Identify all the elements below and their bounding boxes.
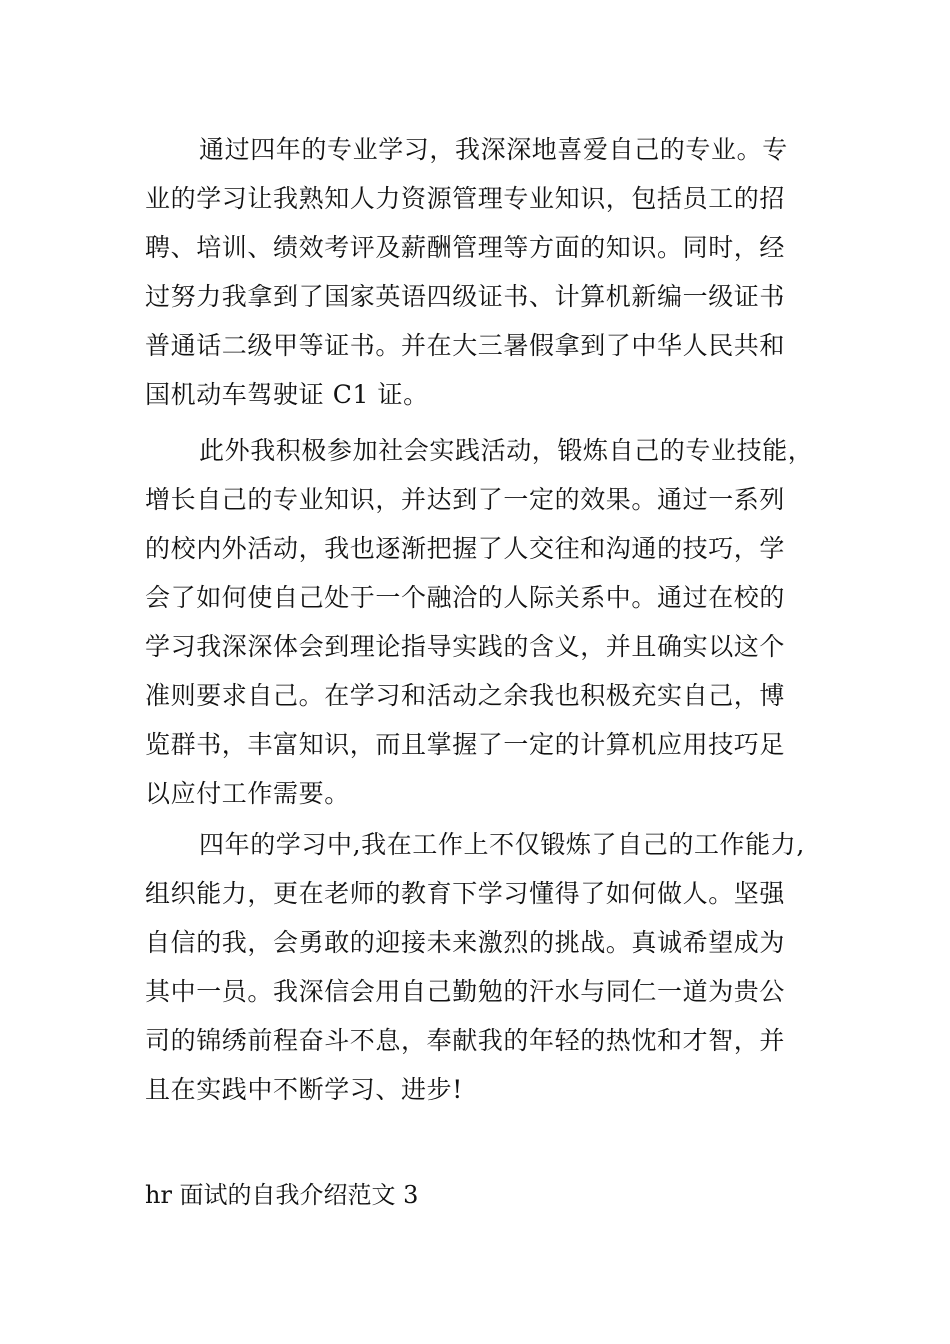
paragraph-3-line-6: 且在实践中不断学习、进步! <box>145 1075 463 1104</box>
paragraph-3-line-5: 司的锦绣前程奋斗不息，奉献我的年轻的热忱和才智，并 <box>145 1026 786 1055</box>
paragraph-2-line-4: 会了如何使自己处于一个融洽的人际关系中。通过在校的 <box>145 583 786 612</box>
paragraph-1-line-4: 过努力我拿到了国家英语四级证书、计算机新编一级证书 <box>145 282 786 311</box>
paragraph-2-line-2: 增长自己的专业知识，并达到了一定的效果。通过一系列 <box>145 485 786 514</box>
paragraph-1-line-3: 聘、培训、绩效考评及薪酬管理等方面的知识。同时，经 <box>145 233 786 262</box>
paragraph-2-line-6: 准则要求自己。在学习和活动之余我也积极充实自己，博 <box>145 681 786 710</box>
paragraph-2-line-7: 览群书，丰富知识，而且掌握了一定的计算机应用技巧足 <box>145 730 786 759</box>
paragraph-2-line-5: 学习我深深体会到理论指导实践的含义，并且确实以这个 <box>145 632 786 661</box>
paragraph-3-line-3: 自信的我，会勇敢的迎接未来激烈的挑战。真诚希望成为 <box>145 928 786 957</box>
paragraph-1-line-1: 通过四年的专业学习，我深深地喜爱自己的专业。专 <box>199 135 788 164</box>
paragraph-1-line-2: 业的学习让我熟知人力资源管理专业知识，包括员工的招 <box>145 184 786 213</box>
section-heading: hr 面试的自我介绍范文 3 <box>145 1181 419 1209</box>
paragraph-2-line-3: 的校内外活动，我也逐渐把握了人交往和沟通的技巧，学 <box>145 534 786 563</box>
paragraph-1-line-6: 国机动车驾驶证 C1 证。 <box>145 380 429 409</box>
paragraph-3-line-4: 其中一员。我深信会用自己勤勉的汗水与同仁一道为贵公 <box>145 977 786 1006</box>
paragraph-3-line-2: 组织能力，更在老师的教育下学习懂得了如何做人。坚强 <box>145 879 786 908</box>
paragraph-1-line-5: 普通话二级甲等证书。并在大三暑假拿到了中华人民共和 <box>145 331 786 360</box>
paragraph-3-line-1: 四年的学习中,我在工作上不仅锻炼了自己的工作能力, <box>199 830 805 859</box>
paragraph-2-line-8: 以应付工作需要。 <box>145 779 350 808</box>
paragraph-2-line-1: 此外我积极参加社会实践活动，锻炼自己的专业技能， <box>199 436 814 465</box>
